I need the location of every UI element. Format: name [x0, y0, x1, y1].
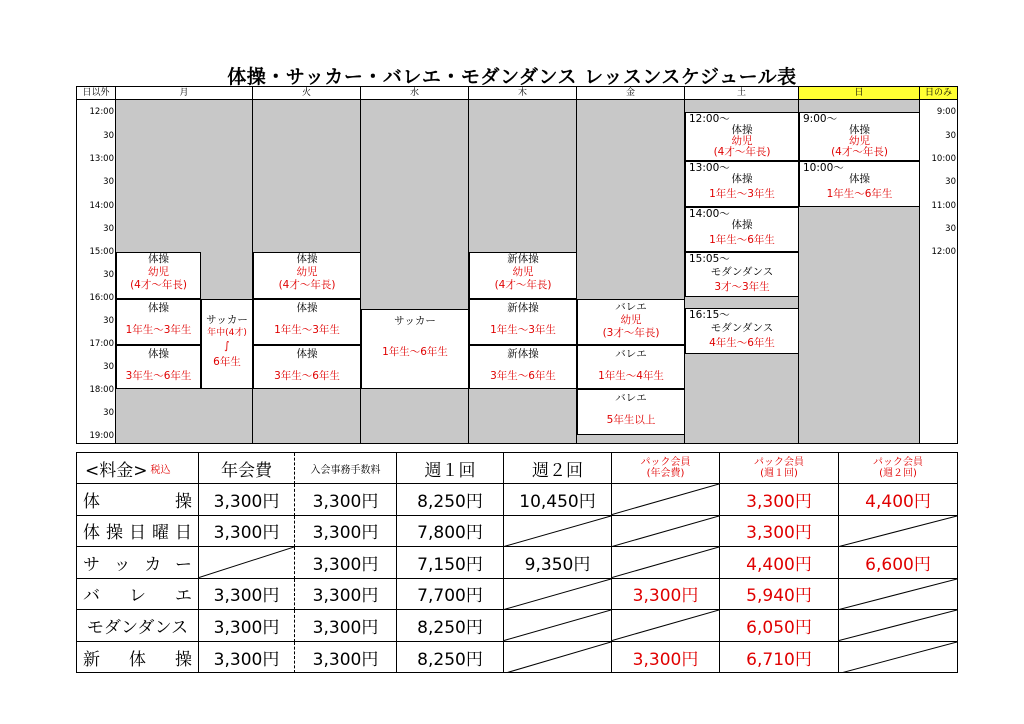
price-cell-weekly2 [504, 579, 612, 611]
not-applicable-slash [612, 484, 719, 515]
col-header-pack-annual-1: パック会員 [640, 457, 691, 468]
time-label: 14:00 [89, 201, 114, 211]
time-label: 18:00 [89, 385, 114, 395]
lesson-start-time: 12:00～ [689, 113, 730, 125]
not-applicable-slash [839, 579, 957, 610]
price-row-label-char: 曜 [152, 523, 169, 544]
price-cell-weekly2: 10,450円 [504, 484, 612, 516]
price-cell-pack-annual [612, 547, 720, 579]
right-time-column [920, 100, 957, 443]
not-applicable-slash [612, 547, 719, 578]
lesson-target-age: (3才～年長) [602, 327, 660, 339]
header-day-wed: 水 [361, 87, 469, 100]
col-header-admission: 入会事務手数料 [295, 453, 397, 484]
time-label-right: 10:00 [931, 154, 956, 164]
schedule-table [76, 86, 958, 444]
header-right-label: 日のみ [920, 87, 957, 100]
lesson-target-range: ∫ [224, 340, 230, 352]
header-day-fri: 金 [577, 87, 685, 100]
time-label: 30 [103, 177, 114, 187]
not-applicable-slash [612, 516, 719, 547]
time-label-right: 12:00 [931, 247, 956, 257]
header-day-thu: 木 [469, 87, 577, 100]
time-label: 30 [103, 224, 114, 234]
not-applicable-slash [839, 516, 957, 547]
price-header-tax: 税込 [150, 464, 171, 476]
price-row-label-char: 体 [129, 649, 146, 670]
lesson-tue-gym-infant [253, 252, 361, 299]
col-header-weekly2: 週２回 [504, 453, 612, 484]
lesson-title: 体操 [296, 253, 318, 265]
time-label-right: 9:00 [936, 107, 956, 117]
time-label: 16:00 [89, 293, 114, 303]
price-cell-weekly1: 7,800円 [397, 516, 504, 548]
price-cell-annual [199, 547, 295, 579]
time-label-right: 11:00 [931, 201, 956, 211]
time-label: 15:00 [89, 247, 114, 257]
price-row-label-char: ッ [113, 554, 131, 575]
lesson-tue-gym-lower [253, 299, 361, 345]
time-label: 30 [103, 362, 114, 372]
price-cell-weekly2 [504, 516, 612, 548]
price-cell-weekly2 [504, 642, 612, 674]
lesson-start-time: 14:00～ [689, 208, 730, 220]
header-left-label: 日以外 [77, 87, 116, 100]
lesson-start-time: 13:00～ [689, 162, 730, 174]
price-cell-weekly1: 7,700円 [397, 579, 504, 611]
column-wed [361, 100, 469, 443]
price-cell-admission: 3,300円 [295, 579, 397, 611]
lesson-mon-soccer [201, 299, 253, 389]
lesson-thu-rhythmic-lower [469, 299, 577, 345]
price-row-label [77, 484, 199, 516]
price-row-label-char: 体 [83, 523, 100, 544]
lesson-title: 体操 [296, 302, 318, 314]
price-cell-weekly2: 9,350円 [504, 547, 612, 579]
col-header-pack-w2-1: パック会員 [873, 457, 923, 468]
lesson-target: 1年生～6年生 [382, 346, 448, 358]
price-cell-pack-w2 [839, 610, 957, 642]
price-cell-pack-annual: 3,300円 [612, 579, 720, 611]
time-label-right: 30 [945, 131, 956, 141]
price-row-label-char: 体 [83, 491, 100, 512]
price-cell-weekly1: 8,250円 [397, 610, 504, 642]
lesson-title: 体操 [731, 219, 753, 231]
time-label: 30 [103, 408, 114, 418]
lesson-title: モダンダンス [710, 266, 774, 278]
lesson-title: 体操 [731, 173, 753, 185]
time-label: 12:00 [89, 107, 114, 117]
price-cell-admission: 3,300円 [295, 484, 397, 516]
lesson-sat-modern-dance-older [685, 308, 799, 354]
price-row-label-char: エ [175, 586, 192, 607]
lesson-title: 体操 [849, 124, 870, 136]
lesson-title: 新体操 [507, 302, 539, 314]
lesson-target: 幼児 [849, 135, 870, 147]
price-cell-pack-annual [612, 516, 720, 548]
price-row-label-char: カ [144, 554, 162, 575]
lesson-target: 1年生～3年生 [274, 324, 340, 336]
header-day-mon: 月 [116, 87, 253, 100]
price-cell-annual: 3,300円 [199, 610, 295, 642]
lesson-target: 幼児 [731, 135, 753, 147]
lesson-title: 体操 [731, 124, 753, 136]
col-header-pack-w1 [720, 453, 839, 484]
price-row-label-char: 操 [106, 523, 123, 544]
price-row-label-char: サ [83, 554, 100, 575]
price-cell-admission: 3,300円 [295, 610, 397, 642]
lesson-sat-gym-infant [685, 112, 799, 161]
lesson-thu-rhythmic-upper [469, 345, 577, 389]
lesson-target-age: (4才～年長) [831, 146, 888, 158]
col-header-pack-w1-2: (週１回) [760, 468, 798, 479]
price-cell-pack-w1: 6,050円 [720, 610, 839, 642]
lesson-target: 3年生～6年生 [125, 370, 192, 382]
not-applicable-slash [504, 610, 611, 641]
price-cell-annual: 3,300円 [199, 642, 295, 674]
lesson-start-time: 16:15～ [689, 309, 730, 321]
lesson-target-age: (4才～年長) [278, 279, 336, 291]
time-label: 30 [103, 131, 114, 141]
price-cell-pack-annual [612, 484, 720, 516]
lesson-target: 幼児 [296, 266, 318, 278]
price-table [76, 452, 958, 673]
price-cell-pack-annual: 3,300円 [612, 642, 720, 674]
price-cell-pack-w1: 3,300円 [720, 484, 839, 516]
time-label: 17:00 [89, 339, 114, 349]
col-header-pack-annual [612, 453, 720, 484]
lesson-target: 1年生～3年生 [490, 324, 556, 336]
lesson-target: 1年生～3年生 [709, 188, 775, 200]
price-cell-pack-w2 [839, 579, 957, 611]
lesson-title: バレエ [615, 348, 647, 360]
lesson-target: 1年生～6年生 [826, 188, 893, 200]
price-header-main: <料金> [85, 460, 148, 481]
price-cell-pack-annual [612, 610, 720, 642]
price-row-label [77, 516, 199, 548]
lesson-thu-rhythmic-infant [469, 252, 577, 299]
col-header-pack-w2-2: (週２回) [879, 468, 917, 479]
lesson-target: 幼児 [148, 266, 169, 278]
lesson-target: 幼児 [512, 266, 534, 278]
price-row-label [77, 579, 199, 611]
price-row-label-char: 日 [129, 523, 146, 544]
price-cell-admission: 3,300円 [295, 516, 397, 548]
price-row-label [77, 610, 199, 642]
lesson-fri-ballet-upper [577, 389, 685, 435]
lesson-title: 新体操 [507, 253, 539, 265]
lesson-target: 3年生～6年生 [490, 370, 556, 382]
lesson-start-time: 9:00～ [803, 113, 838, 125]
lesson-fri-ballet-lower [577, 345, 685, 389]
lesson-target-end: 6年生 [213, 356, 241, 368]
lesson-target: 3才～3年生 [714, 281, 770, 293]
lesson-target-age: (4才～年長) [130, 279, 187, 291]
lesson-target-age: (4才～年長) [713, 146, 771, 158]
lesson-title: 体操 [148, 348, 169, 360]
price-row-label [77, 547, 199, 579]
price-row-label [77, 642, 199, 674]
col-header-weekly1: 週１回 [397, 453, 504, 484]
not-applicable-slash [199, 547, 294, 578]
lesson-target: 幼児 [620, 314, 642, 326]
lesson-title: バレエ [615, 301, 647, 313]
price-cell-annual: 3,300円 [199, 516, 295, 548]
lesson-title: 体操 [148, 302, 169, 314]
header-day-tue: 火 [253, 87, 361, 100]
time-label: 30 [103, 316, 114, 326]
not-applicable-slash [839, 642, 957, 674]
lesson-target: 1年生～3年生 [125, 324, 192, 336]
lesson-title: サッカー [206, 314, 248, 326]
lesson-mon-gym-infant [116, 252, 201, 299]
lesson-title: 体操 [148, 253, 169, 265]
not-applicable-slash [504, 516, 611, 547]
lesson-mon-gym-upper [116, 345, 201, 389]
lesson-tue-gym-upper [253, 345, 361, 389]
lesson-wed-soccer [361, 309, 469, 389]
lesson-sun-gym-all [799, 161, 920, 207]
price-row-label-char: バ [83, 586, 100, 607]
price-header-label [77, 453, 199, 484]
lesson-title: サッカー [394, 315, 436, 327]
price-cell-pack-w1: 5,940円 [720, 579, 839, 611]
price-cell-admission: 3,300円 [295, 547, 397, 579]
price-cell-weekly2 [504, 610, 612, 642]
col-header-pack-w2 [839, 453, 957, 484]
price-row-label-char: 新 [83, 649, 100, 670]
lesson-target: 1年生～6年生 [709, 234, 775, 246]
price-cell-annual: 3,300円 [199, 484, 295, 516]
price-cell-pack-w2 [839, 516, 957, 548]
lesson-sun-gym-infant [799, 112, 920, 161]
lesson-sat-gym-lower [685, 161, 799, 207]
time-label: 19:00 [89, 431, 114, 441]
price-cell-weekly1: 8,250円 [397, 484, 504, 516]
price-cell-annual: 3,300円 [199, 579, 295, 611]
price-cell-pack-w2: 6,600円 [839, 547, 957, 579]
price-row-label-char: 操 [175, 491, 192, 512]
lesson-fri-ballet-infant [577, 299, 685, 345]
not-applicable-slash [612, 610, 719, 641]
header-day-sat: 土 [685, 87, 799, 100]
lesson-target: 1年生～4年生 [598, 370, 664, 382]
page-title: 体操・サッカー・バレエ・モダンダンス レッスンスケジュール表 [227, 66, 797, 88]
price-row-label-char: 日 [175, 523, 192, 544]
lesson-sat-modern-dance-young [685, 252, 799, 297]
lesson-title: 体操 [296, 348, 318, 360]
not-applicable-slash [504, 579, 611, 610]
time-label: 13:00 [89, 154, 114, 164]
lesson-target: 4年生～6年生 [709, 337, 775, 349]
price-cell-pack-w1: 3,300円 [720, 516, 839, 548]
lesson-target: 3年生～6年生 [274, 370, 340, 382]
price-cell-pack-w2 [839, 642, 957, 674]
price-row-label-char: レ [129, 586, 146, 607]
header-day-sun: 日 [799, 87, 920, 100]
lesson-mon-gym-lower [116, 299, 201, 345]
col-header-pack-annual-2: (年会費) [646, 468, 685, 479]
lesson-title: 新体操 [507, 348, 539, 360]
time-label-right: 30 [945, 177, 956, 187]
col-header-pack-w1-1: パック会員 [754, 457, 804, 468]
price-cell-pack-w2: 4,400円 [839, 484, 957, 516]
lesson-target: 年中(4才) [207, 328, 247, 338]
lesson-target: 5年生以上 [606, 414, 656, 426]
price-row-label-char: ー [174, 554, 192, 575]
price-cell-weekly1: 7,150円 [397, 547, 504, 579]
price-row-label-char: 操 [175, 649, 192, 670]
col-header-annual: 年会費 [199, 453, 295, 484]
lesson-sat-gym-all [685, 207, 799, 252]
lesson-start-time: 10:00～ [803, 162, 844, 174]
time-label-right: 30 [945, 224, 956, 234]
lesson-title: 体操 [849, 173, 870, 185]
time-label: 30 [103, 270, 114, 280]
price-cell-admission: 3,300円 [295, 642, 397, 674]
price-row-label-char: モダンダンス [86, 617, 189, 638]
price-cell-pack-w1: 6,710円 [720, 642, 839, 674]
lesson-start-time: 15:05～ [689, 253, 730, 265]
lesson-title: モダンダンス [710, 322, 774, 334]
not-applicable-slash [839, 610, 957, 641]
price-cell-weekly1: 8,250円 [397, 642, 504, 674]
lesson-title: バレエ [615, 392, 647, 404]
not-applicable-slash [504, 642, 611, 674]
lesson-target-age: (4才～年長) [494, 279, 552, 291]
price-cell-pack-w1: 4,400円 [720, 547, 839, 579]
